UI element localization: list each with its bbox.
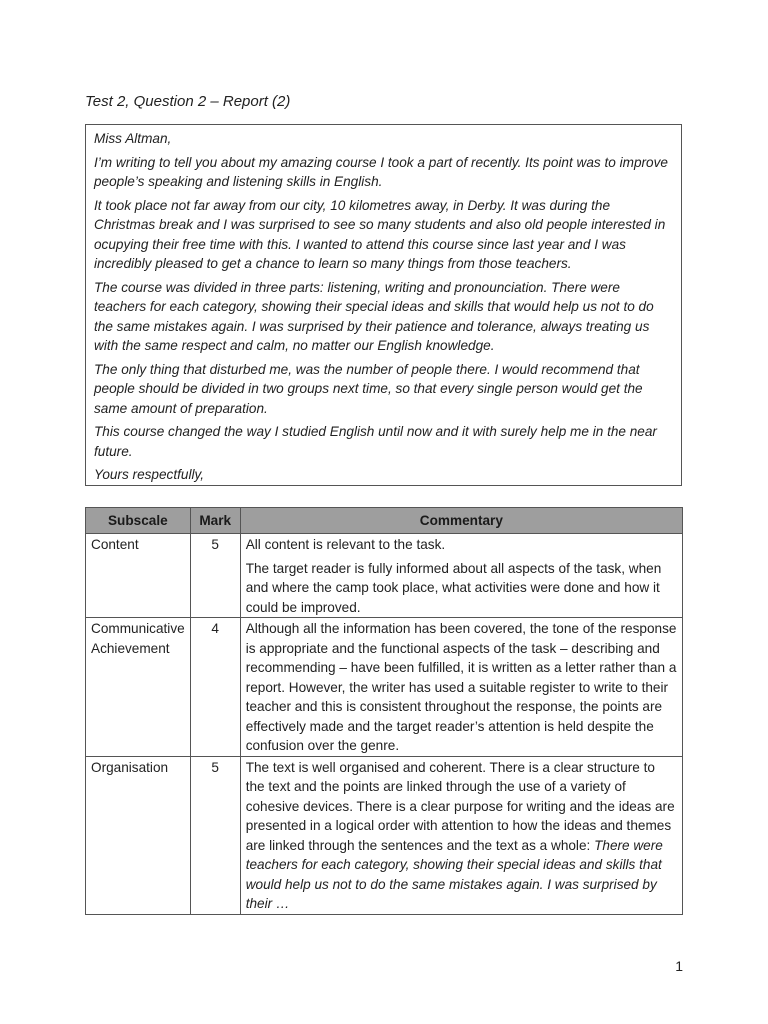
commentary-paragraph: All content is relevant to the task. bbox=[245, 537, 446, 552]
sample-letter bbox=[85, 124, 682, 486]
header-mark: Mark bbox=[190, 508, 240, 534]
commentary-paragraph: Although all the information has been covered, the tone of the response is appropriate and the functional aspects of the task – describing and recommending – have been fulfilled, it is written as a letter rather than a report. However, the writer has used a suitable register to write to their teacher and this is consistent throughout the response, the points are effectively made and the target reader’s attention is held despite the confusion over the genre. bbox=[245, 621, 677, 753]
page-title: Test 2, Question 2 – Report (2) bbox=[85, 93, 291, 110]
letter-signoff: Yours respectfully, bbox=[94, 467, 205, 482]
letter-paragraph: The course was divided in three parts: listening, writing and pronounciation. There were teachers for each category, showing their special ideas and skills that would help us not to do the same mistakes again. I was surprised by their patience and tolerance, always treating us with the same respect and calm, no matter our English knowledge. bbox=[94, 279, 654, 353]
subscale-cell: Communicative Achievement bbox=[86, 618, 191, 757]
subscale-cell: Organisation bbox=[86, 756, 191, 914]
commentary-paragraph bbox=[246, 758, 677, 914]
letter-greeting: Miss Altman, bbox=[94, 131, 172, 146]
subscale-cell: Content bbox=[86, 534, 191, 618]
assessment-table bbox=[85, 507, 683, 915]
letter-paragraph: The only thing that disturbed me, was the number of people there. I would recommend that people should be divided in two groups next time, so that every single person would get the same amount of preparation. bbox=[94, 361, 643, 416]
letter-paragraph: This course changed the way I studied English until now and it with surely help me in the near future. bbox=[94, 424, 657, 459]
commentary-paragraph: The target reader is fully informed about all aspects of the task, when and where the camp took place, what activities were done and how it could be improved. bbox=[245, 560, 662, 615]
header-commentary: Commentary bbox=[240, 508, 682, 534]
mark-cell: 5 bbox=[190, 534, 240, 618]
header-subscale: Subscale bbox=[86, 508, 191, 534]
mark-cell: 4 bbox=[190, 618, 240, 757]
commentary-cell bbox=[240, 618, 682, 757]
letter-paragraph: I’m writing to tell you about my amazing course I took a part of recently. Its point was to improve people’s speaking and listening skills in English. bbox=[94, 154, 668, 189]
page-number: 1 bbox=[675, 958, 683, 974]
commentary-cell bbox=[240, 756, 682, 914]
table-row bbox=[86, 756, 683, 914]
commentary-text: The text is well organised and coherent. There is a clear structure to the text and the points are linked through the use of a variety of cohesive devices. There is a clear purpose for writing and the ideas are presented in a logical order with attention to how the ideas and themes are linked through the sentences and the text as a whole: bbox=[245, 759, 675, 853]
commentary-quote: There were teachers for each category, showing their special ideas and skills that would help us not to do the same mistakes again. I was surprised by their … bbox=[245, 837, 663, 911]
table-row bbox=[86, 618, 683, 757]
mark-cell: 5 bbox=[190, 756, 240, 914]
table-row bbox=[86, 534, 683, 618]
letter-paragraph: It took place not far away from our city, 10 kilometres away, in Derby. It was during the Christmas break and I was surprised to see so many students and also old people interested in ocupying their free time with this. I wanted to attend this course since last year and I was incredibly pleased to get a chance to learn so many things from those teachers. bbox=[94, 197, 666, 271]
commentary-cell bbox=[240, 534, 682, 618]
table-header-row bbox=[86, 508, 683, 534]
